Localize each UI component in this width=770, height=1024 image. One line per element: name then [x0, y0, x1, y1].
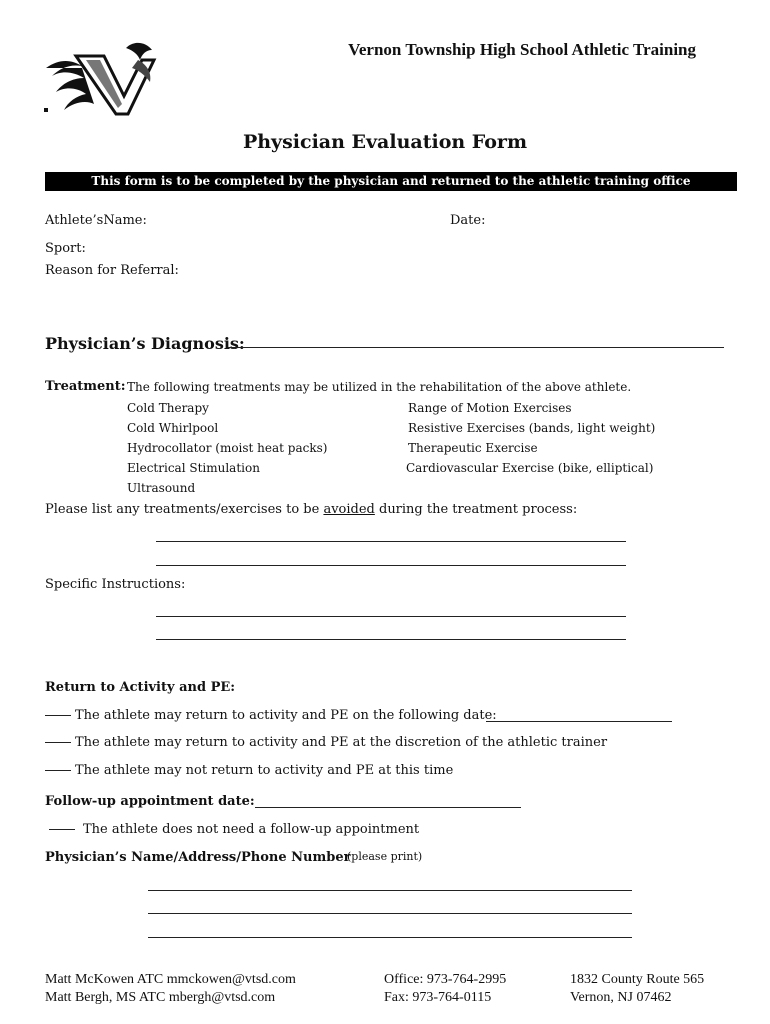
physician-note: (please print): [347, 850, 423, 863]
treatment-left-1: Cold Therapy: [127, 401, 209, 415]
treatment-left-4: Electrical Stimulation: [127, 461, 260, 475]
return-option-1-text: The athlete may return to activity and PE on the following date:: [75, 708, 497, 723]
specific-line-1[interactable]: [156, 616, 626, 617]
return-option-1: [45, 708, 497, 723]
athlete-name-label: Athlete’sName:: [45, 213, 147, 228]
footer-office-phone: Office: 973-764-2995: [384, 972, 507, 987]
footer-address-1: 1832 County Route 565: [570, 972, 705, 987]
treatment-right-3: Therapeutic Exercise: [408, 441, 538, 455]
avoid-line-2[interactable]: [156, 565, 626, 566]
followup-none-text: The athlete does not need a follow-up appointment: [83, 822, 420, 837]
avoid-line-1[interactable]: [156, 541, 626, 542]
treatment-left-5: Ultrasound: [127, 481, 196, 495]
treatment-left-2: Cold Whirlpool: [127, 421, 219, 435]
return-option-3-text: The athlete may not return to activity and PE at this time: [75, 763, 454, 778]
followup-date-line[interactable]: [255, 807, 521, 808]
specific-line-2[interactable]: [156, 639, 626, 640]
instruction-banner: This form is to be completed by the physician and returned to the athletic training office: [45, 172, 737, 191]
physician-line-2[interactable]: [148, 913, 632, 914]
treatment-right-1: Range of Motion Exercises: [408, 401, 572, 415]
footer-contact-2: Matt Bergh, MS ATC mbergh@vtsd.com: [45, 990, 276, 1005]
footer-contact-1: Matt McKowen ATC mmckowen@vtsd.com: [45, 972, 296, 987]
footer-fax: Fax: 973-764-0115: [384, 990, 492, 1005]
treatment-right-2: Resistive Exercises (bands, light weight): [408, 421, 656, 435]
return-option-3: [45, 763, 453, 778]
treatment-right-4: Cardiovascular Exercise (bike, elliptical): [406, 461, 654, 475]
diagnosis-line[interactable]: [228, 347, 724, 348]
footer-address-2: Vernon, NJ 07462: [570, 990, 672, 1005]
page-title: Physician Evaluation Form: [242, 131, 528, 153]
sport-label: Sport:: [45, 241, 86, 256]
return-heading: Return to Activity and PE:: [45, 680, 236, 695]
physician-line-1[interactable]: [148, 890, 632, 891]
followup-none: [49, 822, 419, 837]
diagnosis-label: Physician’s Diagnosis:: [45, 334, 245, 353]
avoid-text-after: during the treatment process:: [374, 502, 578, 517]
avoid-text-before: Please list any treatments/exercises to be: [45, 502, 324, 517]
school-name: Vernon Township High School Athletic Training: [348, 40, 696, 59]
return-date-line[interactable]: [486, 721, 672, 722]
physician-line-3[interactable]: [148, 937, 632, 938]
return-option-2: [45, 735, 607, 750]
avoid-emphasis: avoided: [323, 502, 375, 517]
specific-instructions-label: Specific Instructions:: [45, 577, 186, 592]
followup-none-blank[interactable]: [49, 829, 75, 830]
treatment-left-3: Hydrocollator (moist heat packs): [127, 441, 328, 455]
treatment-intro: The following treatments may be utilized in the rehabilitation of the above athlete.: [127, 380, 632, 394]
return-option-2-blank[interactable]: [45, 742, 71, 743]
physician-label: Physician’s Name/Address/Phone Number: [45, 850, 351, 865]
reason-label: Reason for Referral:: [45, 263, 179, 278]
avoid-instruction: [45, 502, 577, 517]
return-option-3-blank[interactable]: [45, 770, 71, 771]
date-label: Date:: [450, 213, 486, 228]
treatment-label: Treatment:: [45, 379, 126, 394]
return-option-1-blank[interactable]: [45, 715, 71, 716]
return-option-2-text: The athlete may return to activity and PE at the discretion of the athletic trainer: [75, 735, 608, 750]
followup-label: Follow-up appointment date:: [45, 794, 255, 809]
